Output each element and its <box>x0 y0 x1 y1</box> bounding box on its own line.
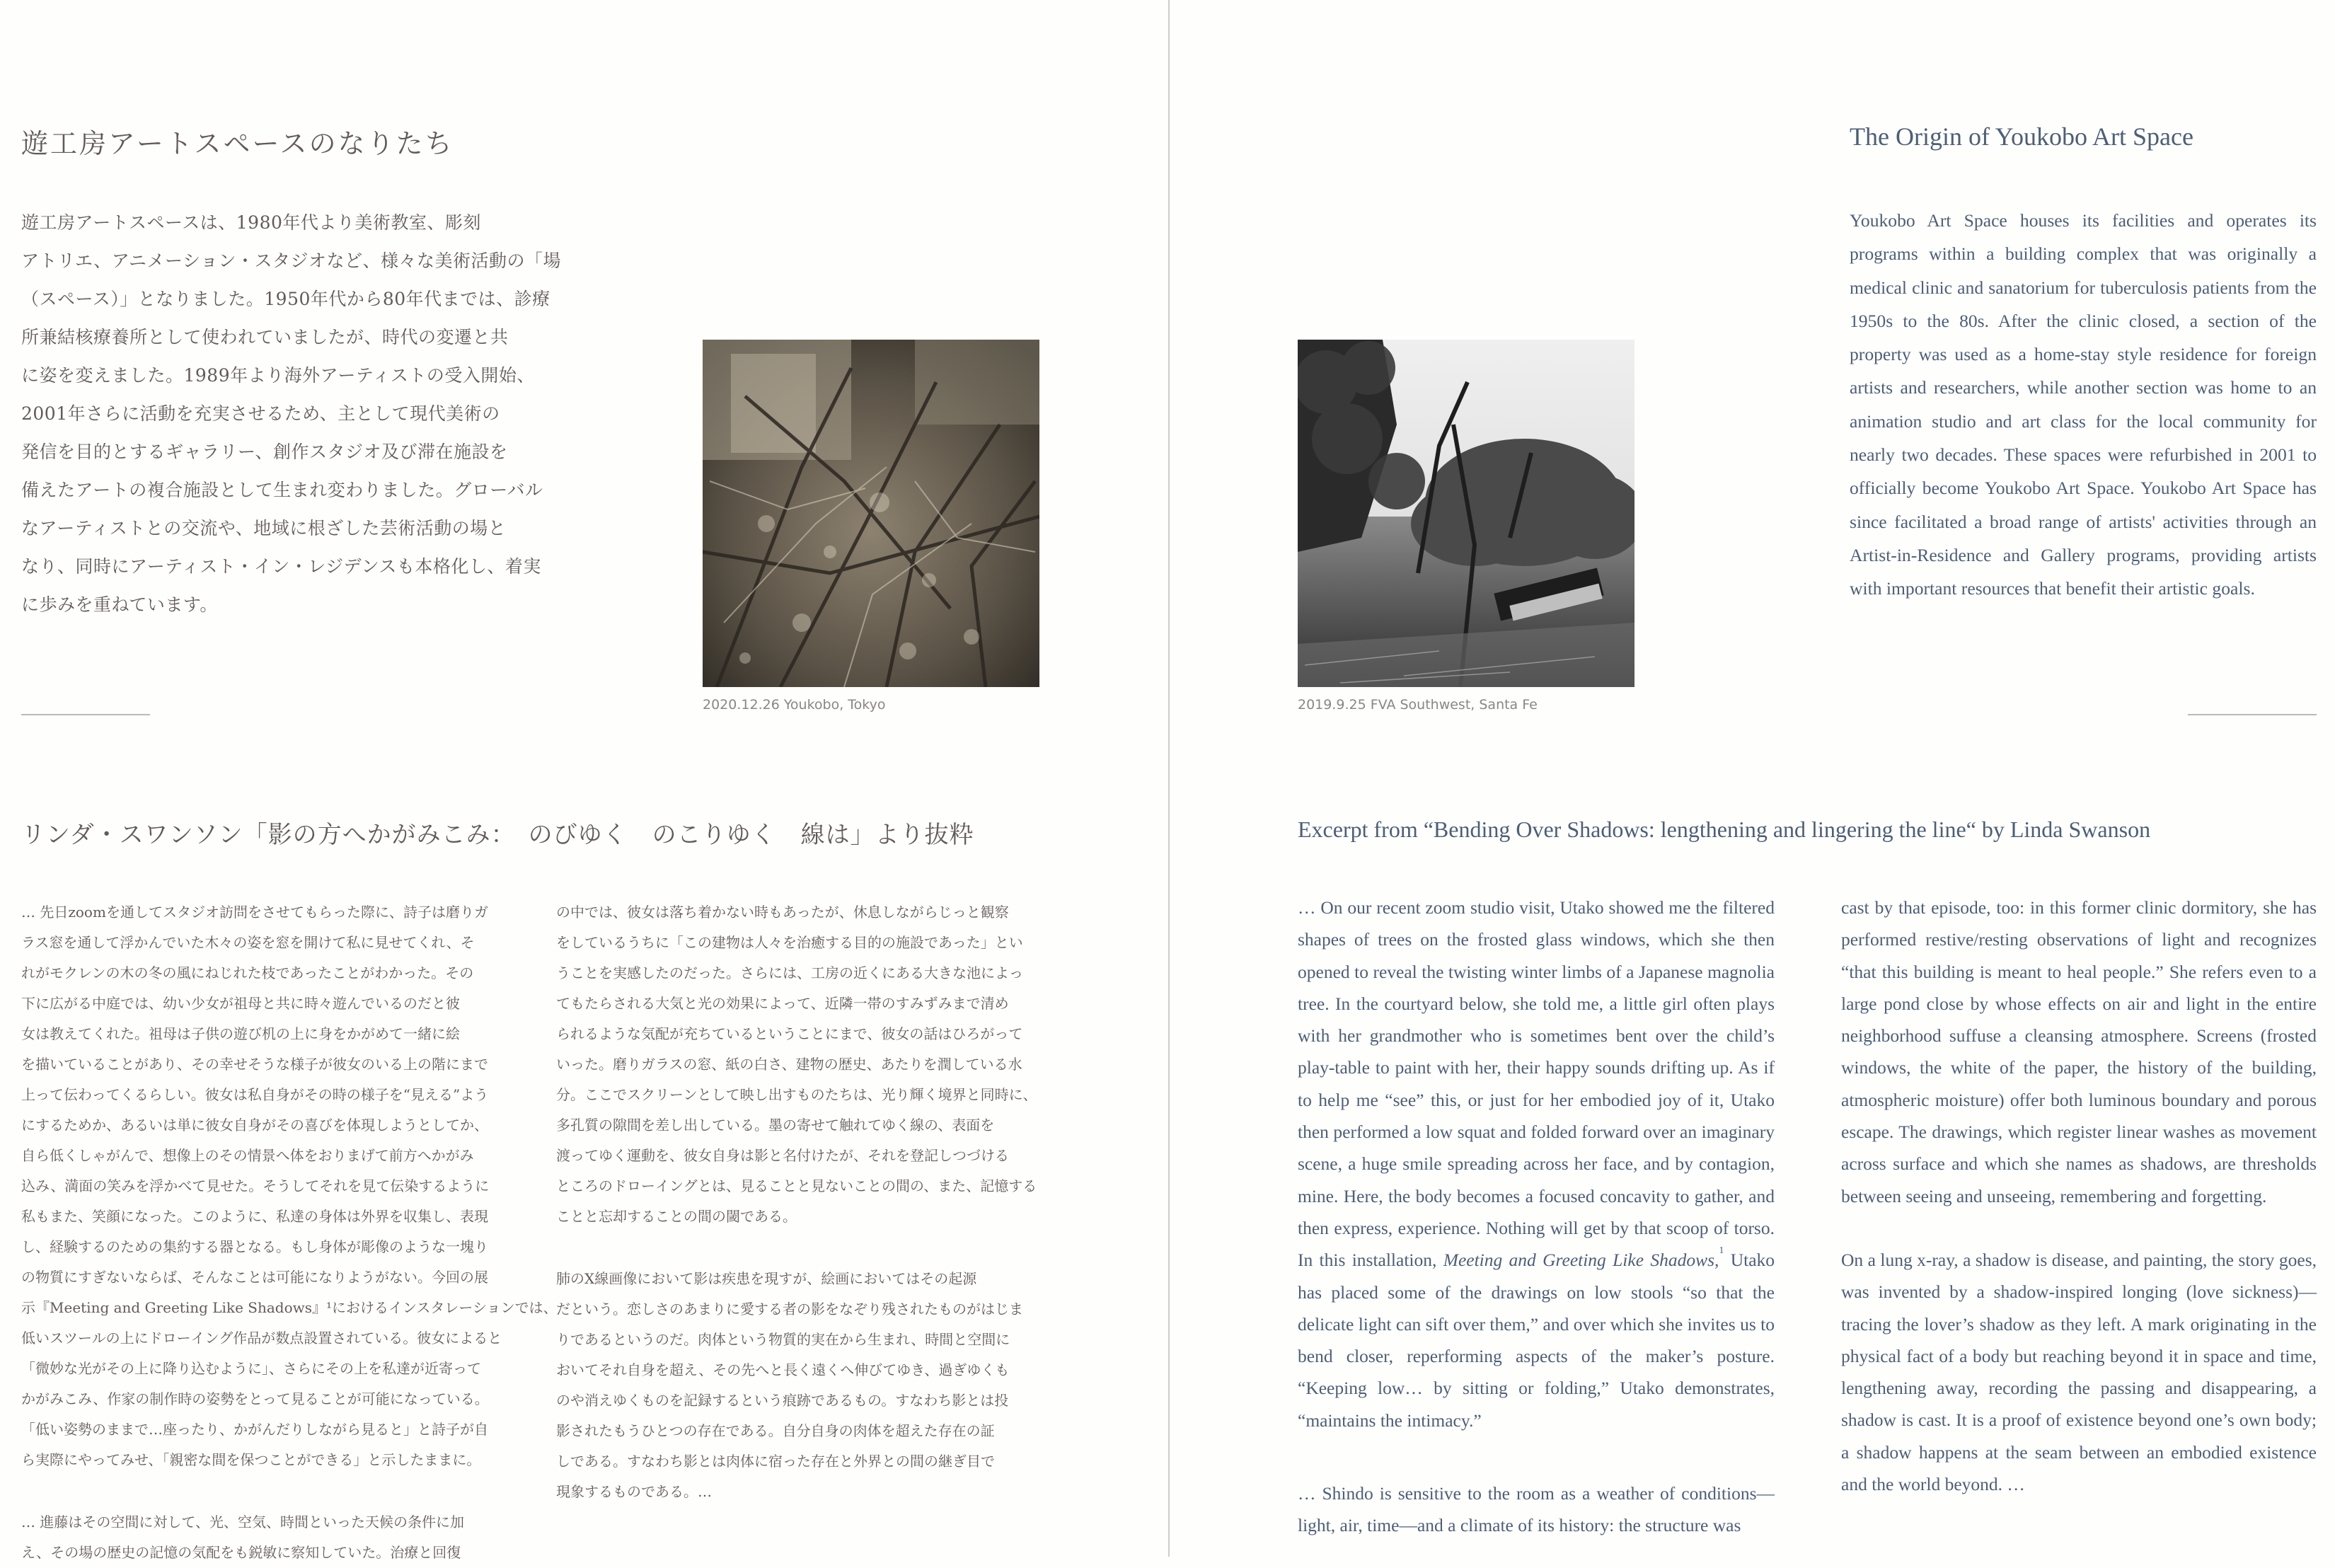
jp-intro-line: 発信を目的とするギャラリー、創作スタジオ及び滞在施設を <box>21 442 508 462</box>
en-excerpt-title: Excerpt from “Bending Over Shadows: lengthening and lingering the line“ by Linda Swanson <box>1298 817 2151 842</box>
jp-text-line: 「低い姿勢のままで…座ったり、かがんだりしながら見ると」と詩子が自 <box>21 1421 488 1438</box>
en-paragraph: … Shindo is sensitive to the room as a weather of conditions—light, air, time—and a climate of its history: the structure was <box>1298 1483 1775 1536</box>
photo-caption-santa-fe: 2019.9.25 FVA Southwest, Santa Fe <box>1298 697 1538 713</box>
jp-text-line: りであるというのだ。肉体という物質的実在から生まれ、時間と空間に <box>556 1331 1010 1348</box>
jp-text-line: … 先日zoomを通してスタジオ訪問をさせてもらった際に、詩子は磨りガ <box>21 904 488 921</box>
jp-intro-line: 備えたアートの複合施設として生まれ変わりました。グローバル <box>21 480 543 500</box>
page-gutter-divider <box>1168 0 1170 1557</box>
jp-text-line: 多孔質の隙間を差し出している。墨の寄せて触れてゆく線の、表面を <box>556 1117 995 1134</box>
jp-text-line: にするためか、あるいは単に彼女自身がその喜びを体現しようとしてか、 <box>21 1117 488 1134</box>
left-section-rule <box>21 714 150 715</box>
youkobo-tokyo-photo <box>703 340 1039 687</box>
jp-text-line: をしているうちに「この建物は人々を治癒する目的の施設であった」とい <box>556 934 1023 951</box>
en-paragraph: On a lung x-ray, a shadow is disease, and painting, the story goes, was invented by a shadow-inspired longing (love sickness)—tracing the lover’s shadow as they left. A mark originating in the physical fact of a body but reaching beyond it in space and time, lengthening away, recording the passing and disappearing, a shadow is cast. It is a proof of existence beyond one’s own body; a shadow happens at the seam between an embodied existence and the world beyond. … <box>1841 1249 2317 1495</box>
en-section-title: The Origin of Youkobo Art Space <box>1850 122 2193 151</box>
jp-excerpt-title: リンダ・スワンソン「影の方へかがみこみ： のびゆく のこりゆく 線は」より抜粋 <box>21 821 974 849</box>
jp-text-line: 低いスツールの上にドローイング作品が数点設置されている。彼女によると <box>21 1330 502 1347</box>
jp-intro-line: アトリエ、アニメーション・スタジオなど、様々な美術活動の「場 <box>21 250 562 271</box>
jp-text-line: れがモクレンの木の冬の風にねじれた枝であったことがわかった。その <box>21 964 474 981</box>
jp-intro-line: 所兼結核療養所として使われていましたが、時代の変遷と共 <box>21 327 509 347</box>
jp-text-line: ところのドローイングとは、見ることと見ないことの間の、また、記憶する <box>556 1177 1037 1194</box>
jp-text-line: 現象するものである。… <box>556 1483 712 1500</box>
jp-text-line: 肺のX線画像において影は疾患を現すが、絵画においてはその起源 <box>556 1270 977 1287</box>
jp-text-line: 示『Meeting and Greeting Like Shadows』¹におけるインスタレーションでは、 <box>21 1299 558 1316</box>
paragraph-gap <box>1298 1436 1775 1477</box>
en-excerpt-column-1 <box>1298 892 1775 1542</box>
jp-text-line: 下に広がる中庭では、幼い少女が祖母と共に時々遊んでいるのだと彼 <box>21 995 460 1012</box>
jp-intro-line: なり、同時にアーティスト・イン・レジデンスも本格化し、着実 <box>21 556 541 577</box>
en-excerpt-column-2 <box>1841 892 2317 1500</box>
jp-text-line: 分。ここでスクリーンとして映し出すものたちは、光り輝く境界と同時に、 <box>556 1086 1037 1103</box>
jp-text-line: 「微妙な光がその上に降り込むように」、さらにその上を私達が近寄って <box>21 1360 481 1377</box>
jp-intro-line: （スペース）」となりました。1950年代から80年代までは、診療 <box>21 289 550 309</box>
jp-text-line: ことと忘却することの間の閾である。 <box>556 1208 797 1225</box>
jp-text-line: うことを実感したのだった。さらには、工房の近くにある大きな池によっ <box>556 964 1023 981</box>
photo-caption-tokyo: 2020.12.26 Youkobo, Tokyo <box>703 697 886 713</box>
jp-text-line: 上って伝わってくるらしい。彼女は私自身がその時の様子を“見える”よう <box>21 1086 489 1103</box>
paragraph-gap <box>1841 1212 2317 1244</box>
jp-text-line: の中では、彼女は落ち着かない時もあったが、休息しながらじっと観察 <box>556 904 1009 921</box>
jp-text-line: 影されたもうひとつの存在である。自分自身の肉体を超えた存在の証 <box>556 1422 995 1439</box>
fva-santa-fe-photo <box>1298 340 1634 687</box>
jp-text-line: し、経験するのための集約する器となる。もし身体が彫像のような一塊り <box>21 1238 488 1255</box>
paragraph-gap <box>21 1475 509 1507</box>
jp-intro-line: 遊工房アートスペースは、1980年代より美術教室、彫刻 <box>21 212 481 233</box>
en-text-run: … On our recent zoom studio visit, Utako showed me the filtered shapes of trees on the frosted glass windows, which she then opened to reveal the twisting winter limbs of a Japanese magnolia tree. In the courtyard below, she told me, a little girl often plays with her grandmother who is sometimes bent over the child’s play-table to paint with her, their happy sounds drifting up. As if to help me “see” this, or just for her embodied joy of it, Utako then performed a low squat and folded forward over an imaginary scene, a huge smile spreading across her face, and by contagion, mine. Here, the body becomes a focused concavity to gather, and then express, experience. Nothing will get by that scoop of torso. In this installation, <box>1298 897 1775 1271</box>
jp-text-line: られるような気配が充ちているということにまで、彼女の話はひろがって <box>556 1025 1023 1042</box>
jp-text-line: 私もまた、笑顔になった。このように、私達の身体は外界を収集し、表現 <box>21 1208 488 1225</box>
jp-text-line: しである。すなわち影とは肉体に宿った存在と外界との間の継ぎ目で <box>556 1453 995 1470</box>
jp-text-line: 渡ってゆく運動を、彼女自身は影と名付けたが、それを登記しつづける <box>556 1147 1009 1164</box>
en-intro-paragraph: Youkobo Art Space houses its facilities and operates its programs within a building complex that was originally a medical clinic and sanatorium for tuberculosis patients from the 1950s to the 80s. After the clinic closed, a section of the property was used as a home-stay style residence for foreign artists and researchers, while another section was home to an animation studio and art class for the local community for nearly two decades. These spaces were refurbished in 2001 to officially become Youkobo Art Space. Youkobo Art Space has since facilitated a broad range of artists' activities through an Artist-in-Residence and Gallery programs, providing artists with important resources that benefit their artistic goals. <box>1850 210 2317 599</box>
footnote-marker: 1 <box>1719 1245 1724 1257</box>
paragraph-gap <box>556 1232 1044 1264</box>
artwork-title: Meeting and Greeting Like Shadows, <box>1443 1250 1719 1271</box>
jp-intro-line: に歩みを重ねています。 <box>21 594 218 615</box>
jp-text-line: 自ら低くしゃがんで、想像上のその情景へ体をおりまげて前方へかがみ <box>21 1147 474 1164</box>
jp-intro-line: なアーティストとの交流や、地域に根ざした芸術活動の場と <box>21 518 507 538</box>
jp-intro-paragraph <box>21 204 562 624</box>
en-paragraph: cast by that episode, too: in this former clinic dormitory, she has performed restive/resting observations of light and recognizes “that this building is meant to heal people.” She refers even to a large pond close by whose effects on air and light in the entire neighborhood suffuse a cleansing atmosphere. Screens (frosted windows, the white of the paper, the history of the building, atmospheric moisture) offer both luminous boundary and porous escape. The drawings, which register linear washes as movement across surface and which she names as shadows, are thresholds between seeing and unseeing, remembering and forgetting. <box>1841 897 2317 1206</box>
jp-text-line: ラス窓を通して浮かんでいた木々の姿を窓を開けて私に見せてくれ、そ <box>21 934 475 951</box>
jp-excerpt-column-2 <box>556 897 1044 1507</box>
jp-text-line: てもたらされる大気と光の効果によって、近隣一帯のすみずみまで清め <box>556 995 1009 1012</box>
jp-intro-line: 2001年さらに活動を充実させるため、主として現代美術の <box>21 403 500 424</box>
jp-text-line: 女は教えてくれた。祖母は子供の遊び机の上に身をかがめて一緒に絵 <box>21 1025 460 1042</box>
jp-text-line: え、その場の歴史の記憶の気配をも鋭敏に察知していた。治療と回復 <box>21 1544 461 1561</box>
jp-text-line: のや消えゆくものを記録するという痕跡であるもの。すなわち影とは投 <box>556 1392 1009 1409</box>
jp-text-line: かがみこみ、作家の制作時の姿勢をとって見ることが可能になっている。 <box>21 1390 489 1407</box>
jp-text-line: を描いていることがあり、その幸せそうな様子が彼女のいる上の階にまで <box>21 1056 488 1073</box>
jp-section-title: 遊工房アートスペースのなりたち <box>21 128 454 159</box>
en-text-run: Utako has placed some of the drawings on low stools “so that the delicate light can sift over them,” and over which she invites us to bend closer, reperforming aspects of the maker’s posture. “Keeping low… by sitting or folding,” Utako demonstrates, “maintains the intimacy.” <box>1298 1250 1775 1431</box>
jp-text-line: … 進藤はその空間に対して、光、空気、時間といった天候の条件に加 <box>21 1514 464 1530</box>
jp-text-line: いった。磨りガラスの窓、紙の白さ、建物の歴史、あたりを潤している水 <box>556 1056 1022 1073</box>
jp-text-line: だという。恋しさのあまりに愛する者の影をなぞり残されたものがはじま <box>556 1301 1023 1318</box>
jp-intro-line: に姿を変えました。1989年より海外アーティストの受入開始、 <box>21 365 535 386</box>
jp-excerpt-column-1 <box>21 897 558 1568</box>
jp-text-line: 込み、満面の笑みを浮かべて見せた。そうしてそれを見て伝染するように <box>21 1177 490 1194</box>
jp-text-line: の物質にすぎないならば、そんなことは可能になりようがない。今回の展 <box>21 1269 488 1286</box>
jp-text-line: ら実際にやってみせ、「親密な間を保つことができる」と示したままに。 <box>21 1451 481 1468</box>
en-paragraph <box>1298 892 1775 1436</box>
jp-text-line: おいてそれ自身を超え、その先へと長く遠くへ伸びてゆき、過ぎゆくも <box>556 1361 1010 1378</box>
right-section-rule <box>2188 714 2317 715</box>
